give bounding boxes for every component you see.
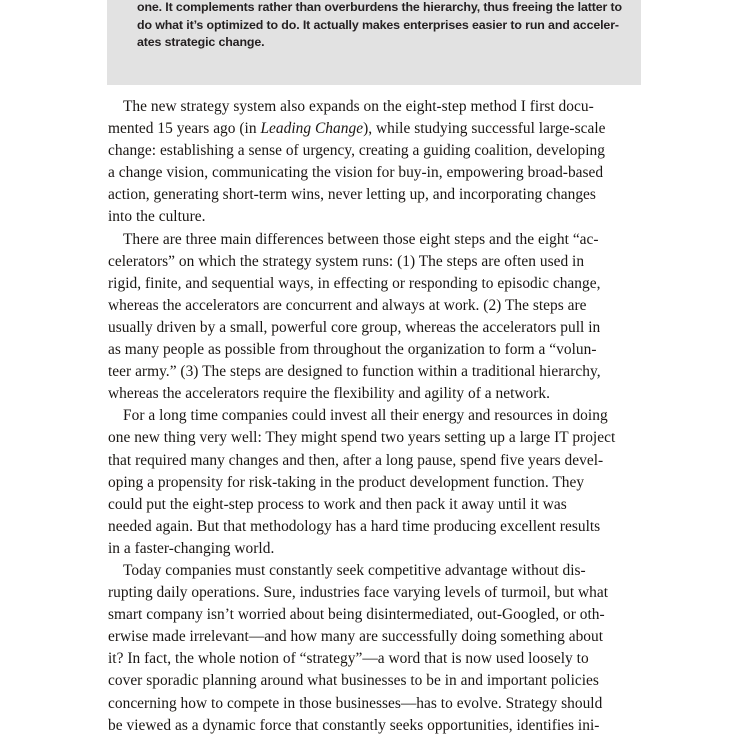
body-line: could put the eight-step process to work and then pack it away until it was (108, 495, 567, 513)
body-line: rigid, finite, and sequential ways, in effecting or responding to episodic change, (108, 274, 601, 292)
body-line: change: establishing a sense of urgency, creating a guiding coalition, developing (108, 142, 605, 160)
body-line: be viewed as a dynamic force that constantly seeks opportunities, identifies ini- (108, 716, 600, 734)
body-paragraph-3 (108, 405, 642, 560)
body-paragraph-2 (108, 229, 642, 406)
body-line: a change vision, communicating the vision for buy-in, empowering broad-based (108, 164, 604, 182)
body-line: one new thing very well: They might spend two years setting up a large IT project (108, 429, 616, 447)
body-paragraph-4 (108, 560, 642, 737)
body-line: concerning how to compete in those businesses—has to evolve. Strategy should (108, 694, 603, 712)
body-line: erwise made irrelevant—and how many are successfully doing something about (108, 628, 604, 646)
body-line: mented 15 years ago (in Leading Change), while studying successful large-scale (108, 120, 606, 138)
body-line: that required many changes and then, after a long pause, spend five years devel- (108, 451, 604, 469)
body-line: rupting daily operations. Sure, industries face varying levels of turmoil, but what (108, 584, 609, 602)
body-line: usually driven by a small, powerful core group, whereas the accelerators pull in (108, 318, 601, 336)
body-line: needed again. But that methodology has a hard time producing excellent results (108, 517, 601, 535)
body-line: celerators” on which the strategy system runs: (1) The steps are often used in (108, 252, 585, 270)
body-line: as many people as possible from throughout the organization to form a “volun- (108, 341, 597, 359)
body-line: in a faster-changing world. (108, 539, 275, 557)
body-text-column (108, 96, 642, 737)
pull-quote-callout (107, 0, 641, 85)
body-line: whereas the accelerators require the flexibility and agility of a network. (108, 385, 551, 403)
body-line: cover sporadic planning around what businesses to be in and important policies (108, 672, 599, 690)
body-line: oping a propensity for risk-taking in the product development function. They (108, 473, 585, 491)
body-paragraph-1 (108, 96, 642, 229)
body-line: teer army.” (3) The steps are designed to function within a traditional hierarchy, (108, 363, 601, 381)
body-line: Today companies must constantly seek competitive advantage without dis- (123, 561, 586, 579)
body-line: There are three main differences between those eight steps and the eight “ac- (123, 230, 599, 248)
body-line: action, generating short-term wins, never letting up, and incorporating changes (108, 186, 596, 204)
body-line: For a long time companies could invest all their energy and resources in doing (123, 407, 608, 425)
pull-quote-line: ates strategic change. (137, 35, 265, 50)
pull-quote-line: do what it’s optimized to do. It actually makes enterprises easier to run and acceler- (137, 17, 619, 32)
book-title-italic: Leading Change (260, 120, 364, 138)
body-line: smart company isn’t worried about being disintermediated, out-Googled, or oth- (108, 606, 605, 624)
pull-quote-line: one. It complements rather than overburdens the hierarchy, thus freeing the latter to (137, 0, 622, 15)
body-line: whereas the accelerators are concurrent and always at work. (2) The steps are (108, 296, 587, 314)
body-line: The new strategy system also expands on the eight-step method I first docu- (123, 98, 594, 115)
pull-quote-text (107, 0, 641, 62)
body-line: it? In fact, the whole notion of “strategy”—a word that is now used loosely to (108, 650, 589, 668)
body-line: into the culture. (108, 208, 206, 226)
